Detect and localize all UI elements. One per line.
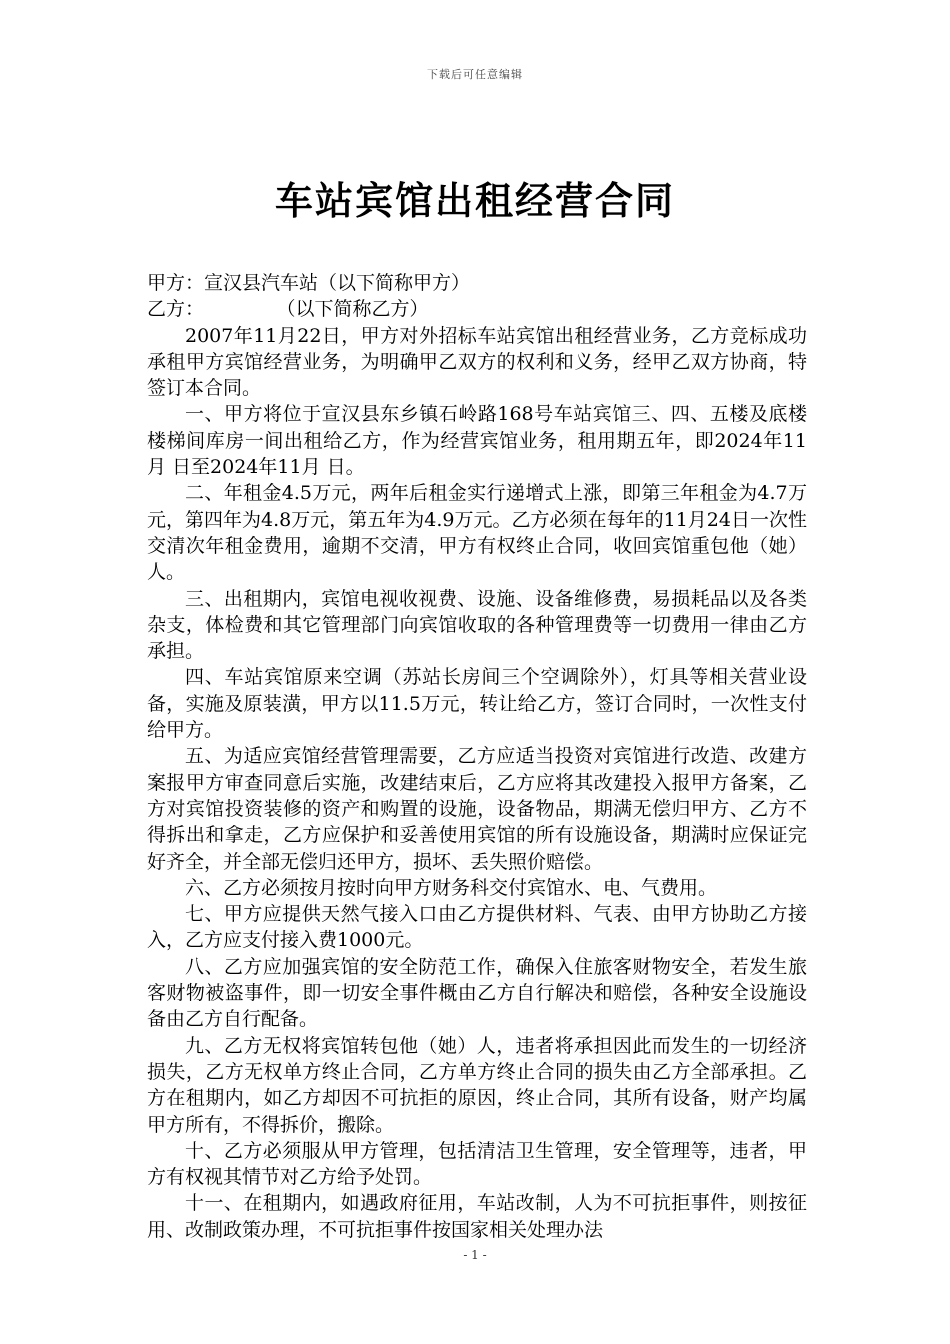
- paragraph-clause-2: 二、年租金4.5万元，两年后租金实行递增式上涨，即第三年租金为4.7万元，第四年为4.8万元，第五年为4.9万元。乙方必须在每年的11月24日一次性交清次年租金费用，逾期不交清，甲方有权终止合同，收回宾馆重包他（她）人。: [147, 482, 807, 584]
- contract-body: [147, 270, 807, 1243]
- page-number: - 1 -: [463, 1248, 487, 1262]
- party-b-line: 乙方： （以下简称乙方）: [147, 298, 429, 321]
- paragraph-clause-1: 一、甲方将位于宣汉县东乡镇石岭路168号车站宾馆三、四、五楼及底楼楼梯间库房一间出租给乙方，作为经营宾馆业务，租用期五年，即2024年11月 日至2024年11月 日。: [147, 403, 807, 479]
- paragraph-clause-7: 七、甲方应提供天然气接入口由乙方提供材料、气表、由甲方协助乙方接入，乙方应支付接入费1000元。: [147, 903, 807, 952]
- paragraph-clause-8: 八、乙方应加强宾馆的安全防范工作，确保入住旅客财物安全，若发生旅客财物被盗事件，即一切安全事件概由乙方自行解决和赔偿，各种安全设施设备由乙方自行配备。: [147, 955, 807, 1031]
- paragraph-clause-5: 五、为适应宾馆经营管理需要，乙方应适当投资对宾馆进行改造、改建方案报甲方审查同意后实施，改建结束后，乙方应将其改建投入报甲方备案，乙方对宾馆投资装修的资产和购置的设施，设备物品，期满无偿归甲方、乙方不得拆出和拿走，乙方应保护和妥善使用宾馆的所有设施设备，期满时应保证完好齐全，并全部无偿归还甲方，损坏、丢失照价赔偿。: [147, 745, 807, 873]
- paragraph-intro: 2007年11月22日，甲方对外招标车站宾馆出租经营业务，乙方竞标成功承租甲方宾馆经营业务，为明确甲乙双方的权利和义务，经甲乙双方协商，特签订本合同。: [147, 324, 807, 400]
- party-a-line: 甲方：宣汉县汽车站（以下简称甲方）: [147, 272, 471, 294]
- paragraph-clause-11: 十一、在租期内，如遇政府征用，车站改制，人为不可抗拒事件，则按征用、改制政策办理，不可抗拒事件按国家相关处理办法: [147, 1192, 807, 1241]
- paragraph-clause-6: 六、乙方必须按月按时向甲方财务科交付宾馆水、电、气费用。: [185, 876, 718, 899]
- paragraph-clause-4: 四、车站宾馆原来空调（苏站长房间三个空调除外），灯具等相关营业设备，实施及原装潢，甲方以11.5万元，转让给乙方，签订合同时，一次性支付给甲方。: [147, 666, 807, 742]
- document-title: 车站宾馆出租经营合同: [274, 179, 675, 223]
- paragraph-clause-9: 九、乙方无权将宾馆转包他（她）人，违者将承担因此而发生的一切经济损失，乙方无权单方终止合同，乙方单方终止合同的损失由乙方全部承担。乙方在租期内，如乙方却因不可抗拒的原因，终止合同，其所有设备，财产均属甲方所有，不得拆价，搬除。: [147, 1034, 807, 1136]
- header-note: 下载后可任意编辑: [427, 68, 523, 81]
- paragraph-clause-10: 十、乙方必须服从甲方管理，包括清洁卫生管理，安全管理等，违者，甲方有权视其情节对乙方给予处罚。: [147, 1139, 807, 1189]
- paragraph-clause-3: 三、出租期内，宾馆电视收视费、设施、设备维修费，易损耗品以及各类杂支，体检费和其它管理部门向宾馆收取的各种管理费等一切费用一律由乙方承担。: [147, 587, 807, 663]
